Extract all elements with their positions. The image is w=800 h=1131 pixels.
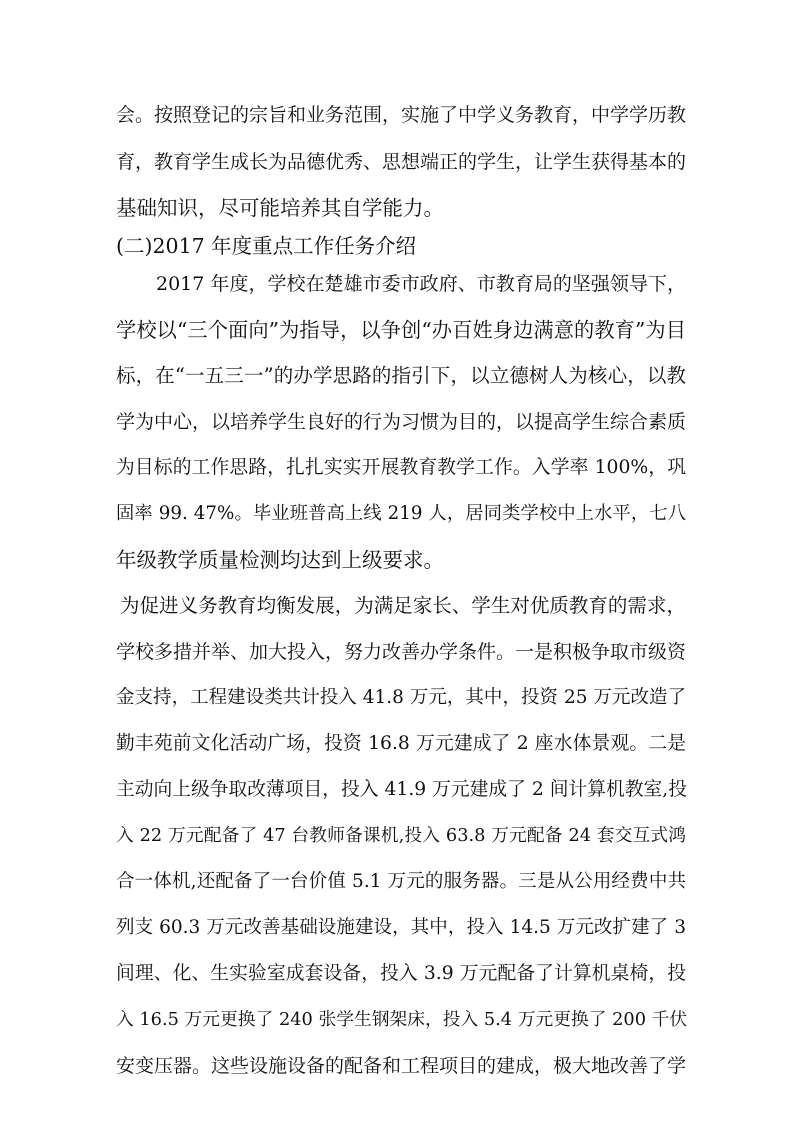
paragraph-3-line-1: 为促进义务教育均衡发展，为满足家长、学生对优质教育的需求， xyxy=(120,594,686,617)
paragraph-3-line-7: 合一体机,还配备了一台价值 5.1 万元的服务器。三是从公用经费中共 xyxy=(116,871,686,892)
paragraph-3-line-5: 主动向上级争取改薄项目，投入 41.9 万元建成了 2 间计算机教室,投 xyxy=(116,779,687,800)
paragraph-3-line-2: 学校多措并举、加大投入，努力改善办学条件。一是积极争取市级资 xyxy=(116,641,687,663)
paragraph-2-line-6: 固率 99. 47%。毕业班普高上线 219 人，居同类学校中上水平，七八 xyxy=(116,503,686,524)
paragraph-1-line-1: 会。按照登记的宗旨和业务范围，实施了中学义务教育，中学学历教 xyxy=(116,104,687,126)
paragraph-3-line-9: 间理、化、生实验室成套设备，投入 3.9 万元配备了计算机桌椅，投 xyxy=(116,963,686,984)
paragraph-2-line-1: 2017 年度，学校在楚雄市委市政府、市教育局的坚强领导下， xyxy=(156,273,686,295)
paragraph-2-line-7: 年级教学质量检测均达到上级要求。 xyxy=(116,548,444,572)
paragraph-2-line-5: 为目标的工作思路，扎扎实实开展教育教学工作。入学率 100%，巩 xyxy=(116,457,686,478)
paragraph-1-line-2: 育，教育学生成长为品德优秀、思想端正的学生，让学生获得基本的 xyxy=(116,151,687,173)
paragraph-2-line-3: 标，在“一五三一”的办学思路的指引下，以立德树人为核心，以教 xyxy=(116,364,686,387)
paragraph-2-line-4: 学为中心，以培养学生良好的行为习惯为目的，以提高学生综合素质 xyxy=(116,411,687,433)
paragraph-3-line-10: 入 16.5 万元更换了 240 张学生钢架床，投入 5.4 万元更换了 200 千伏 xyxy=(116,1010,688,1030)
paragraph-3-line-8: 列支 60.3 万元改善基础设施建设，其中，投入 14.5 万元改扩建了 3 xyxy=(116,917,686,938)
paragraph-3-line-6: 入 22 万元配备了 47 台教师备课机,投入 63.8 万元配备 24 套交互式鸿 xyxy=(116,826,686,846)
paragraph-3-line-4: 勤丰苑前文化活动广场，投资 16.8 万元建成了 2 座水体景观。二是 xyxy=(116,733,686,754)
paragraph-1-line-3: 基础知识，尽可能培养其自学能力。 xyxy=(116,196,444,220)
paragraph-2-line-2: 学校以“三个面向”为指导，以争创“办百姓身边满意的教育”为目 xyxy=(116,318,686,342)
paragraph-3-line-3: 金支持，工程建设类共计投入 41.8 万元，其中，投资 25 万元改造了 xyxy=(116,687,686,708)
section-heading: (二)2017 年度重点工作任务介绍 xyxy=(116,234,417,258)
paragraph-3-line-11: 安变压器。这些设施设备的配备和工程项目的建成，极大地改善了学 xyxy=(116,1055,687,1077)
